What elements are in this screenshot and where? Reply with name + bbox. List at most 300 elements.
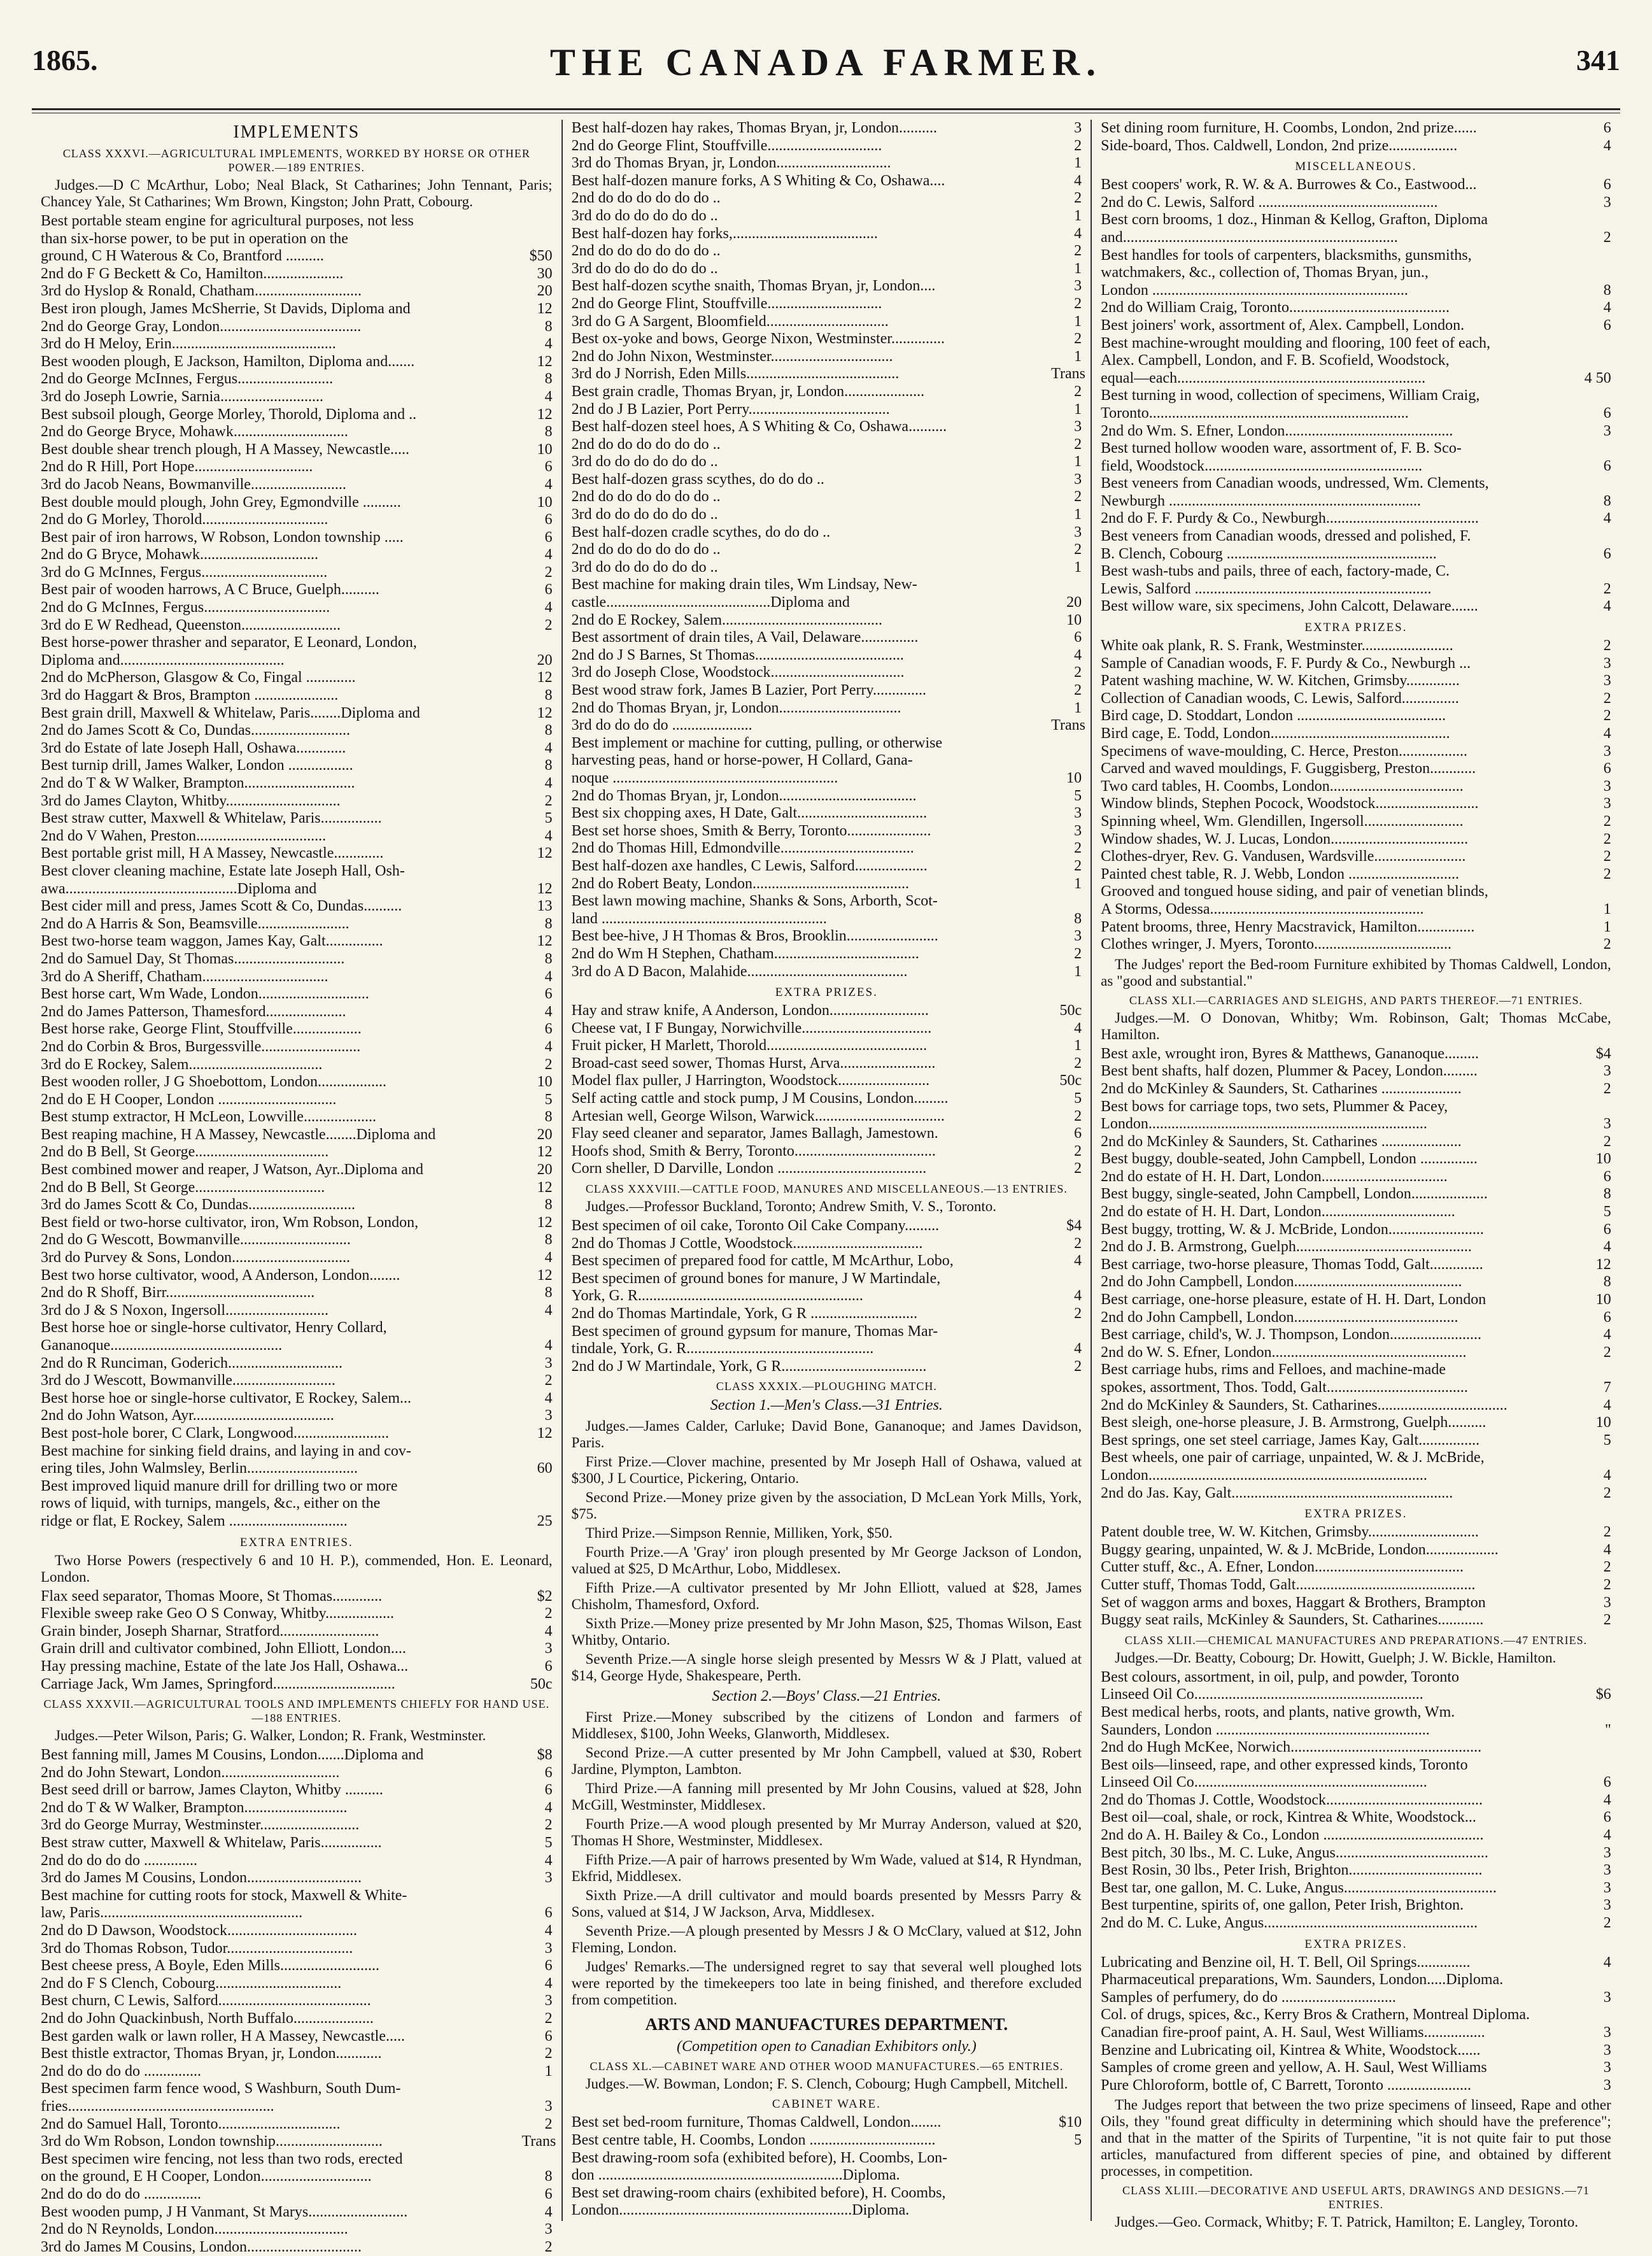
entry-row — [1101, 1485, 1611, 1503]
entry-text: Carved and waved mouldings, F. Guggisberg, Preston............ — [1101, 760, 1476, 777]
entry-row — [1101, 1221, 1611, 1239]
entry-row — [41, 1161, 553, 1179]
entry-row — [41, 1852, 553, 1870]
entry-text: noque ........................................................... — [571, 769, 838, 786]
entry-row — [1101, 707, 1611, 725]
entry-row — [41, 1231, 553, 1249]
entry-prize: 5 — [544, 1834, 553, 1852]
entry-text: rows of liquid, with turnips, mangels, &c., either on the — [41, 1495, 381, 1512]
entry-text: Best buggy, trotting, W. & J. McBride, London......................... — [1101, 1221, 1484, 1238]
entry-row — [41, 916, 553, 933]
entry-prize: 2 — [1603, 707, 1611, 725]
entry-row — [41, 564, 553, 582]
entry-prize: 2 — [1603, 580, 1611, 597]
extra-heading: EXTRA PRIZES. — [1304, 621, 1408, 635]
prize-paragraph: Fifth Prize.—A cultivator presented by Mr John Elliott, valued at $28, James Chisholm, Thamesford, Oxford. — [571, 1580, 1082, 1613]
entry-row — [572, 1055, 1082, 1073]
entry-prize: 3 — [1603, 1989, 1611, 2006]
prize-paragraph: Fourth Prize.—A 'Gray' iron plough presented by Mr George Jackson of London, valued at $25, D McArthur, Lobo, Middlesex. — [571, 1544, 1082, 1577]
entry-text: Best carriage, two-horse pleasure, Thomas Todd, Galt.............. — [1101, 1256, 1483, 1273]
entry-text: Best half-dozen scythe snaith, Thomas Bryan, jr, London.... — [571, 278, 936, 295]
entry-prize: 4 — [544, 1003, 553, 1020]
entry-text: 2nd do McKinley & Saunders, St. Catharines.................................. — [1101, 1396, 1507, 1414]
entry-text: 2nd do T & W Walker, Brampton............................. — [41, 775, 355, 791]
entry-prize: 10 — [1595, 1151, 1611, 1168]
entry-text: Best specimen of ground bones for manure, J W Martindale, — [571, 1270, 941, 1287]
entry-row — [572, 629, 1082, 647]
entry-text: Grain drill and cultivator combined, John Elliott, London.... — [41, 1640, 406, 1657]
entry-prize: 6 — [544, 2185, 553, 2203]
entry-prize — [1581, 387, 1611, 405]
entry-row — [41, 1623, 553, 1641]
entry-list — [1101, 1954, 1611, 2095]
entry-row — [41, 1478, 553, 1496]
entry-text: than six-horse power, to be put in operation on the — [41, 230, 348, 247]
entry-text: 3rd do Thomas Bryan, jr, London.............................. — [571, 155, 891, 172]
entry-row — [41, 248, 553, 266]
entry-prize: 8 — [544, 1284, 553, 1302]
entry-row — [41, 511, 553, 529]
entry-text: Best half-dozen cradle scythes, do do do .. — [571, 523, 831, 541]
entry-text: Canadian fire-proof paint, A. H. Saul, West Williams................ — [1101, 2024, 1485, 2041]
entry-text: Painted chest table, R. J. Webb, London ............................. — [1101, 865, 1460, 883]
entry-prize: 12 — [537, 880, 553, 897]
entry-row — [572, 928, 1082, 946]
entry-text: Best pair of iron harrows, W Robson, London township ..... — [41, 529, 404, 546]
entry-text: 3rd do Thomas Robson, Tudor................................. — [41, 1940, 353, 1957]
entry-prize: 6 — [1603, 1168, 1611, 1185]
entry-prize: 12 — [537, 669, 553, 686]
entry-row — [571, 717, 1085, 735]
entry-row — [41, 1390, 553, 1408]
entry-prize: 6 — [1603, 760, 1611, 777]
entry-text: Model flax puller, J Harrington, Woodstock........................ — [571, 1072, 930, 1089]
entry-list — [41, 1747, 556, 2256]
entry-text: Cutter stuff, &c., A. Efner, London....................................... — [1101, 1559, 1464, 1576]
entry-text: don ................................................................Diploma. — [571, 2167, 900, 2184]
entry-row — [572, 840, 1082, 858]
entry-prize: 2 — [1074, 1142, 1082, 1160]
entry-prize: 3 — [1603, 1897, 1611, 1914]
entry-prize: 13 — [537, 898, 553, 915]
entry-text: Best half-dozen manure forks, A S Whiting & Co, Oshawa.... — [571, 172, 945, 189]
class-heading: CLASS XLIII.—DECORATIVE AND USEFUL ARTS, DRAWINGS AND DESIGNS.—71 ENTRIES. — [1122, 2184, 1590, 2211]
entry-text: Best portable grist mill, H A Massey, Newcastle............. — [41, 845, 384, 862]
entry-prize: 12 — [537, 1214, 553, 1231]
entry-prize: 8 — [544, 423, 553, 441]
entry-row — [41, 2221, 553, 2239]
entry-text: 3rd do E W Redhead, Queenston.......................... — [41, 616, 341, 634]
entry-row — [1101, 1309, 1611, 1327]
entry-row — [572, 436, 1082, 454]
entry-row — [1101, 655, 1611, 673]
entry-text: Self acting cattle and stock pump, J M Cousins, London......... — [571, 1090, 949, 1107]
entry-text: 2nd do B Bell, St George................................... — [41, 1144, 329, 1161]
entry-prize: 6 — [544, 986, 553, 1003]
entry-row — [1101, 1792, 1611, 1810]
entry-text: Best machine for sinking field drains, and laying in and cov- — [41, 1442, 411, 1459]
entry-row — [41, 669, 553, 687]
entry-row — [41, 423, 553, 441]
entry-prize: 4 — [1074, 172, 1082, 189]
entry-row — [41, 1834, 553, 1852]
entry-text: Best half-dozen hay rakes, Thomas Bryan, jr, London.......... — [571, 120, 938, 136]
entry-prize: 2 — [1603, 1344, 1611, 1361]
entry-text: land ........................................................... — [571, 910, 827, 927]
entry-text: Best wheels, one pair of carriage, unpainted, W. & J. McBride, — [1101, 1449, 1485, 1466]
entry-prize: 10 — [1595, 1414, 1611, 1431]
entry-prize: 4 — [1603, 1541, 1611, 1558]
entry-prize: 2 — [1074, 1054, 1082, 1072]
entry-row — [41, 1922, 553, 1940]
entry-prize: 3 — [544, 1640, 553, 1657]
entry-row — [572, 2132, 1082, 2150]
entry-row — [572, 1288, 1082, 1305]
entry-row — [41, 1319, 553, 1337]
entry-text: Pure Chloroform, bottle of, C Barrett, Toronto ...................... — [1101, 2076, 1471, 2094]
entry-prize: 1 — [1074, 348, 1082, 365]
entry-prize: 4 — [1074, 1288, 1082, 1305]
entry-row — [41, 1869, 553, 1887]
entry-text: 2nd do George Flint, Stouffville.............................. — [571, 137, 882, 154]
entry-row — [1101, 1151, 1611, 1168]
entry-text: Col. of drugs, spices, &c., Kerry Bros & Crathern, Montreal Diploma. — [1101, 2006, 1530, 2024]
entry-prize: 50c — [1059, 1002, 1082, 1019]
prize-paragraph: Sixth Prize.—A drill cultivator and mould boards presented by Messrs Parry & Sons, valued at $14, J W Jackson, Arva, Middlesex. — [571, 1887, 1082, 1920]
entry-text: 2nd do George Gray, London..................................... — [41, 318, 362, 335]
entry-row — [572, 155, 1082, 173]
entry-prize: 3 — [544, 2097, 553, 2115]
entry-text: 2nd do George Flint, Stouffville.............................. — [571, 295, 882, 312]
entry-prize: 8 — [544, 2168, 553, 2185]
entry-prize: 4 — [544, 1337, 553, 1354]
entry-prize: 3 — [1074, 928, 1082, 945]
extra-paragraph: Two Horse Powers (respectively 6 and 10 H. P.), commended, Hon. E. Leonard, London. — [41, 1552, 553, 1585]
entry-prize: 6 — [544, 1657, 553, 1675]
entry-text: A Storms, Odessa........................................................ — [1101, 900, 1424, 918]
entry-prize — [1581, 2006, 1611, 2024]
entry-text: 2nd do John Watson, Ayr..................................... — [41, 1407, 334, 1424]
entry-prize: 3 — [1074, 523, 1082, 541]
entry-row — [41, 1817, 553, 1834]
entry-prize: 1 — [1074, 155, 1082, 172]
entry-prize: 6 — [1603, 176, 1611, 194]
entry-prize: 12 — [537, 406, 553, 423]
entry-prize: 6 — [1074, 1125, 1082, 1142]
prize-paragraph: Second Prize.—Money prize given by the association, D McLean York Mills, York, $75. — [571, 1489, 1082, 1522]
class-heading: CLASS XLII.—CHEMICAL MANUFACTURES AND PREPARATIONS.—47 ENTRIES. — [1124, 1633, 1588, 1647]
entry-row — [572, 858, 1082, 876]
entry-text: Window blinds, Stephen Pocock, Woodstock........................... — [1101, 795, 1479, 812]
entry-row — [1101, 1704, 1611, 1722]
entry-prize: 20 — [537, 1161, 553, 1179]
entry-row — [1101, 1862, 1611, 1880]
entry-text: 3rd do A D Bacon, Malahide.......................................... — [571, 963, 908, 980]
entry-prize: 2 — [1074, 857, 1082, 874]
entry-text: field, Woodstock......................................................... — [1101, 457, 1423, 474]
entry-text: 2nd do G Morley, Thorold................................. — [41, 511, 328, 529]
entry-text: 2nd do George Bryce, Mohawk.............................. — [41, 423, 348, 441]
entry-prize: 2 — [1074, 488, 1082, 506]
entry-prize: 6 — [544, 581, 553, 599]
entry-row — [41, 1109, 553, 1126]
entry-prize: 6 — [1603, 457, 1611, 474]
entry-prize: 3 — [1074, 822, 1082, 839]
entry-row — [41, 1940, 553, 1958]
entry-text: Best two horse cultivator, wood, A Anderson, London........ — [41, 1266, 400, 1284]
entry-text: 2nd do G Wescott, Bowmanville............................. — [41, 1231, 351, 1249]
entry-text: Samples of perfumery, do do .............................. — [1101, 1989, 1396, 2006]
entry-row — [572, 2185, 1082, 2203]
entry-prize: $2 — [537, 1587, 553, 1605]
entry-text: equal—each................................................................. — [1101, 369, 1426, 387]
entry-row — [1101, 370, 1611, 388]
entry-text: Best wood straw fork, James B Lazier, Port Perry.............. — [571, 682, 926, 699]
prize-paragraph: Judges' Remarks.—The undersigned regret to say that several well ploughed lots were reported by the timekeepers too late in being finished, and therefore excluded from competition. — [571, 1959, 1082, 2008]
entry-text: 2nd do R Hill, Port Hope............................... — [41, 458, 313, 476]
entry-row — [41, 599, 553, 617]
entry-list — [1101, 1046, 1611, 1502]
entry-prize — [1051, 2150, 1082, 2167]
entry-row — [41, 2063, 553, 2081]
entry-row — [572, 770, 1082, 788]
entry-text: Best specimen of oil cake, Toronto Oil Cake Company......... — [571, 1217, 940, 1235]
entry-text: Best specimen wire fencing, not less than two rods, erected — [41, 2150, 403, 2167]
entry-text: Best turning in wood, collection of specimens, William Craig, — [1101, 387, 1480, 404]
entry-text: Best reaping machine, H A Massey, Newcastle........Diploma and — [41, 1126, 436, 1143]
entry-row — [572, 1090, 1082, 1108]
entry-prize: 3 — [1074, 120, 1082, 136]
entry-prize: 12 — [537, 933, 553, 950]
entry-row — [41, 1975, 553, 1993]
entry-row — [572, 1002, 1082, 1020]
entry-text: 2nd do do do do do do .. — [571, 243, 721, 260]
entry-row — [572, 120, 1082, 138]
entry-prize: 2 — [1074, 664, 1082, 681]
entry-prize: 6 — [1074, 629, 1082, 646]
entry-text: Hoofs shod, Smith & Berry, Toronto..................................... — [571, 1142, 936, 1160]
entry-prize: 6 — [544, 458, 553, 476]
entry-text: Set of waggon arms and boxes, Haggart & Brothers, Brampton — [1101, 1594, 1486, 1611]
entry-row — [1101, 1238, 1611, 1256]
entry-row — [1101, 299, 1611, 317]
entry-row — [572, 488, 1082, 506]
entry-row — [1101, 1524, 1611, 1542]
entry-prize: 8 — [544, 950, 553, 967]
entry-list — [571, 120, 1085, 981]
entry-row — [572, 2167, 1082, 2185]
entry-prize: 8 — [544, 1109, 553, 1126]
entry-text: 2nd do James Patterson, Thamesford..................... — [41, 1003, 346, 1020]
section-title: Section 1.—Men's Class.—31 Entries. — [710, 1397, 943, 1414]
entry-text: 2nd do estate of H. H. Dart, London................................... — [1101, 1203, 1455, 1221]
entry-row — [572, 1217, 1082, 1235]
entry-row — [572, 594, 1082, 612]
entry-prize: 6 — [544, 529, 553, 546]
entry-text: 2nd do John Campbell, London........................................... — [1101, 1309, 1458, 1326]
entry-row — [41, 757, 553, 775]
entry-text: 3rd do H Meloy, Erin........................................... — [41, 336, 336, 353]
entry-prize: 12 — [537, 845, 553, 862]
entry-text: 3rd do A Sheriff, Chatham................................. — [41, 968, 328, 985]
entry-row — [1101, 795, 1611, 813]
entry-row — [1101, 936, 1611, 954]
entry-row — [1101, 423, 1611, 441]
entry-text: Best axle, wrought iron, Byres & Matthews, Gananoque......... — [1101, 1045, 1479, 1062]
entry-text: Saunders, London ........................................................ — [1101, 1721, 1430, 1738]
entry-prize: 4 — [1074, 646, 1082, 663]
entry-prize — [1581, 264, 1611, 282]
entry-row — [572, 1252, 1082, 1270]
entry-prize: 2 — [544, 1605, 553, 1622]
entry-prize — [1581, 211, 1611, 229]
entry-row — [1101, 2024, 1611, 2042]
entry-row — [572, 243, 1082, 260]
entry-row — [1101, 1133, 1611, 1151]
entry-text: 2nd do J S Barnes, St Thomas....................................... — [571, 646, 904, 663]
entry-text: Best springs, one set steel carriage, James Kay, Galt................ — [1101, 1431, 1480, 1449]
entry-row — [572, 911, 1082, 928]
entry-text: Hay pressing machine, Estate of the late Jos Hall, Oshawa... — [41, 1657, 409, 1675]
entry-text: Carriage Jack, Wm James, Springford................................ — [41, 1675, 395, 1692]
entry-prize: 50c — [1059, 1072, 1082, 1089]
entry-row — [41, 2080, 553, 2098]
entry-prize: 10 — [1066, 611, 1082, 628]
entry-prize: 3 — [1603, 2076, 1611, 2094]
entry-prize: $4 — [1595, 1045, 1611, 1062]
entry-row — [41, 1214, 553, 1232]
entry-prize — [1581, 1449, 1611, 1467]
entry-prize: 20 — [537, 1126, 553, 1143]
entry-row — [41, 1355, 553, 1373]
entry-prize: 2 — [1074, 945, 1082, 962]
entry-prize: 2 — [1074, 190, 1082, 207]
entry-text: Best turned hollow wooden ware, assortment of, F. B. Sco- — [1101, 440, 1462, 457]
entry-row — [572, 208, 1082, 225]
extra-heading: EXTRA PRIZES. — [1304, 1937, 1408, 1951]
extra-heading: EXTRA PRIZES. — [775, 986, 878, 1000]
entry-text: Best portable steam engine for agricultural purposes, not less — [41, 213, 414, 229]
entry-prize: 3 — [1074, 418, 1082, 436]
entry-text: London......................................................................... — [1101, 1466, 1427, 1484]
entry-row — [572, 1323, 1082, 1341]
entry-prize: 6 — [544, 1764, 553, 1781]
entry-prize: 3 — [544, 1992, 553, 2010]
entry-row — [1101, 1757, 1611, 1775]
entry-text: 3rd do George Murray, Westminster.......................... — [41, 1817, 360, 1834]
entry-row — [1101, 1559, 1611, 1577]
prize-paragraph: First Prize.—Clover machine, presented by Mr Joseph Hall of Oshawa, valued at $300, J L Courtice, Pickering, Ontario. — [571, 1454, 1082, 1487]
entry-prize: 1 — [1074, 260, 1082, 277]
entry-prize: 1 — [1074, 699, 1082, 716]
entry-prize: 4 — [1603, 299, 1611, 316]
entry-prize: 4 — [544, 1038, 553, 1055]
entry-text: Best subsoil plough, George Morley, Thorold, Diploma and .. — [41, 406, 417, 423]
entry-row — [1101, 1256, 1611, 1274]
entry-list — [572, 1002, 1082, 1178]
entry-row — [572, 1340, 1082, 1358]
entry-prize: 12 — [537, 353, 553, 370]
entry-prize: 2 — [1074, 383, 1082, 400]
entry-prize: 2 — [1074, 1160, 1082, 1177]
entry-text: Toronto.................................................................... — [1101, 404, 1409, 422]
entry-text: Best wooden roller, J G Shoebottom, London.................. — [41, 1074, 386, 1091]
entry-prize: 3 — [544, 1407, 553, 1424]
entry-text: Grain binder, Joseph Sharnar, Stratford.......................... — [41, 1622, 379, 1640]
entry-row — [572, 963, 1082, 981]
entry-text: Best buggy, single-seated, John Campbell, London.................... — [1101, 1186, 1488, 1203]
entry-text: 2nd do E H Cooper, London ............................... — [41, 1091, 337, 1108]
entry-text: 2nd do Corbin & Bros, Burgessville.......................... — [41, 1038, 361, 1055]
entry-row — [1101, 1722, 1611, 1740]
entry-text: Best field or two-horse cultivator, iron, Wm Robson, London, — [41, 1214, 419, 1231]
entry-prize: 2 — [1074, 1358, 1082, 1375]
entry-row — [41, 845, 553, 863]
entry-row — [1101, 1326, 1611, 1344]
entry-row — [1101, 2042, 1611, 2060]
entry-prize: $4 — [1066, 1217, 1082, 1235]
entry-prize: 2 — [1074, 243, 1082, 260]
entry-row — [572, 664, 1082, 682]
entry-row — [572, 752, 1082, 770]
entry-row — [572, 1358, 1082, 1376]
entry-row — [1101, 138, 1611, 155]
entry-text: Best lawn mowing machine, Shanks & Sons, Arborth, Scot- — [571, 893, 938, 910]
entry-prize: 2 — [1603, 1612, 1611, 1629]
entry-prize: 4 — [544, 476, 553, 493]
entry-prize: 3 — [1603, 777, 1611, 795]
entry-text: York, G. R........................................................... — [571, 1288, 863, 1305]
entry-prize: 2 — [544, 1817, 553, 1834]
entry-text: Best tar, one gallon, M. C. Luke, Angus........................................ — [1101, 1879, 1497, 1896]
entry-row — [41, 1126, 553, 1144]
entry-text: Clothes wringer, J. Myers, Toronto.................................... — [1101, 936, 1452, 953]
entry-row — [1101, 743, 1611, 761]
entry-text: 3rd do James M Cousins, London.............................. — [41, 1869, 362, 1887]
entry-row — [1101, 1116, 1611, 1133]
entry-prize: 6 — [544, 1782, 553, 1799]
entry-row — [572, 138, 1082, 155]
entry-text: Samples of crome green and yellow, A. H. Saul, West Williams — [1101, 2059, 1487, 2076]
entry-prize: 20 — [1066, 594, 1082, 611]
entry-text: Best centre table, H. Coombs, London ................................. — [571, 2131, 936, 2148]
page-number: 341 — [1576, 44, 1620, 76]
entry-prize: 8 — [544, 687, 553, 704]
entry-prize: 4 50 — [1584, 369, 1611, 387]
class-heading: CLASS XXXVII.—AGRICULTURAL TOOLS AND IMPLEMENTS CHIEFLY FOR HAND USE.—188 ENTRIES. — [43, 1698, 550, 1725]
entry-prize: 4 — [544, 1302, 553, 1319]
entry-prize — [1051, 893, 1082, 911]
entry-row — [1101, 1291, 1611, 1309]
entry-row — [41, 1091, 553, 1109]
entry-prize: 30 — [537, 265, 553, 282]
prize-paragraph: Judges.—James Calder, Carluke; David Bone, Gananoque; and James Davidson, Paris. — [571, 1418, 1082, 1451]
entry-prize: 2 — [1603, 1484, 1611, 1501]
entry-row — [572, 418, 1082, 436]
entry-row — [41, 2186, 553, 2204]
entry-row — [1101, 1774, 1611, 1792]
entry-text: 2nd do William Craig, Toronto.......................................... — [1101, 299, 1450, 316]
entry-row — [1101, 1432, 1611, 1450]
entry-row — [1101, 1739, 1611, 1757]
entry-row — [1101, 1971, 1611, 1989]
entry-row — [41, 1302, 553, 1320]
entry-row — [572, 805, 1082, 823]
entry-text: 3rd do G McInnes, Fergus................................. — [41, 564, 328, 581]
entry-prize: 4 — [1074, 1340, 1082, 1358]
department-heading: ARTS AND MANUFACTURES DEPARTMENT. — [645, 2015, 1008, 2034]
entry-row — [41, 1605, 553, 1623]
